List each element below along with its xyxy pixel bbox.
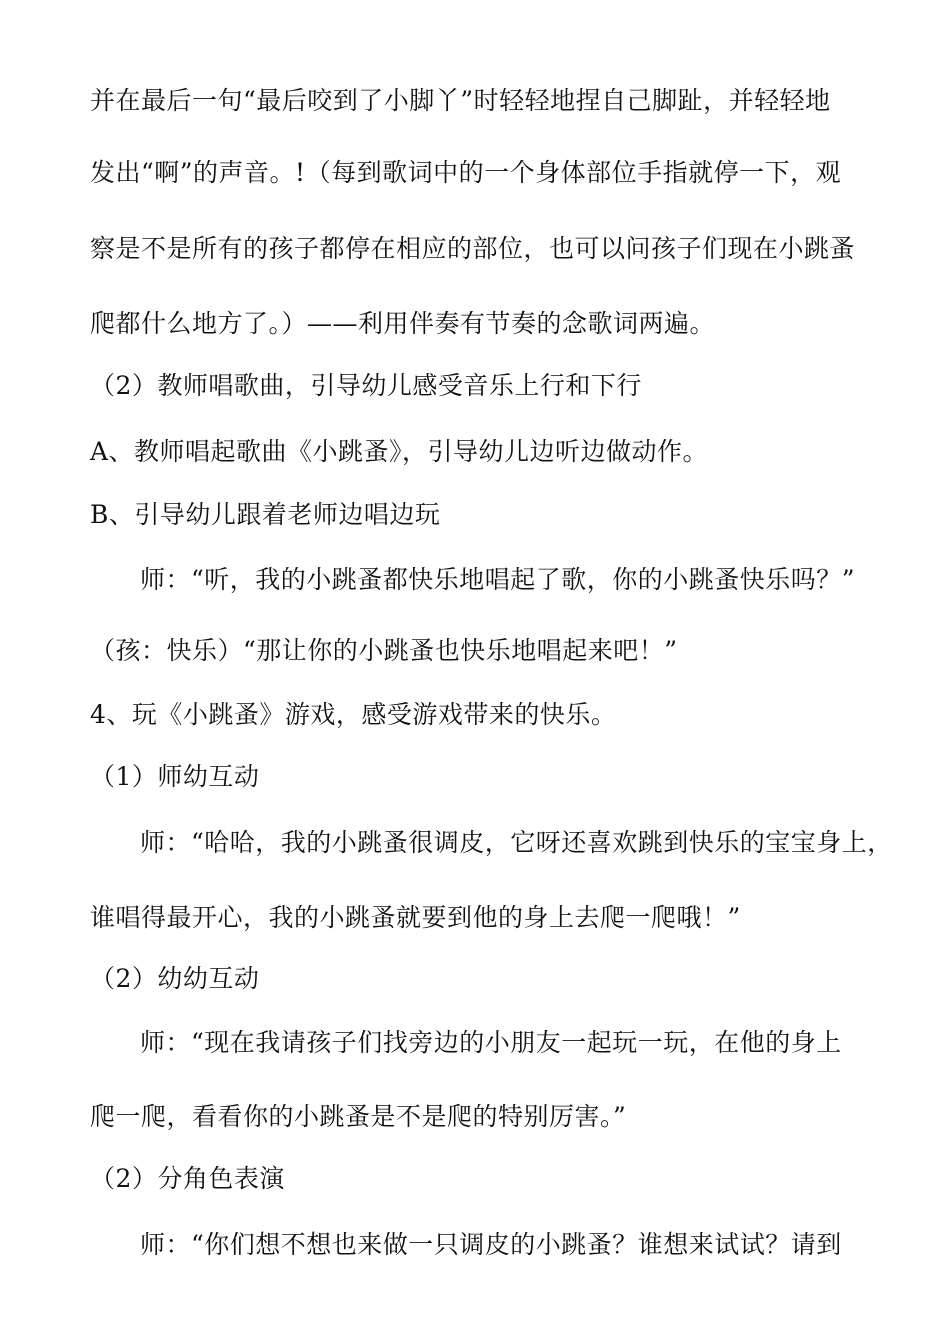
subsection-heading: （1）师幼互动 bbox=[90, 762, 260, 791]
subsection-heading: （2）分角色表演 bbox=[90, 1164, 285, 1193]
section-heading: （2）教师唱歌曲，引导幼儿感受音乐上行和下行 bbox=[90, 371, 642, 400]
paragraph-line: B、引导幼儿跟着老师边唱边玩 bbox=[90, 500, 441, 529]
paragraph-line: A、教师唱起歌曲《小跳蚤》，引导幼儿边听边做动作。 bbox=[90, 437, 709, 466]
dialogue-line: 师：“现在我请孩子们找旁边的小朋友一起玩一玩，在他的身上 bbox=[140, 1028, 842, 1057]
dialogue-line: 师：“听，我的小跳蚤都快乐地唱起了歌，你的小跳蚤快乐吗？” bbox=[140, 565, 856, 594]
paragraph-line: 发出“啊”的声音。!（每到歌词中的一个身体部位手指就停一下，观 bbox=[90, 158, 842, 187]
section-heading: 4、玩《小跳蚤》游戏，感受游戏带来的快乐。 bbox=[90, 700, 617, 729]
dialogue-line: （孩：快乐）“那让你的小跳蚤也快乐地唱起来吧！” bbox=[90, 636, 678, 665]
dialogue-line: 师：“你们想不想也来做一只调皮的小跳蚤？谁想来试试？请到 bbox=[140, 1230, 842, 1259]
dialogue-line: 谁唱得最开心，我的小跳蚤就要到他的身上去爬一爬哦！” bbox=[90, 903, 741, 932]
paragraph-line: 并在最后一句“最后咬到了小脚丫”时轻轻地捏自己脚趾，并轻轻地 bbox=[90, 86, 831, 115]
dialogue-line: 爬一爬，看看你的小跳蚤是不是爬的特别厉害。” bbox=[90, 1102, 627, 1131]
paragraph-line: 爬都什么地方了。）——利用伴奏有节奏的念歌词两遍。 bbox=[90, 309, 716, 338]
dialogue-line: 师：“哈哈，我的小跳蚤很调皮，它呀还喜欢跳到快乐的宝宝身上， bbox=[140, 828, 893, 857]
subsection-heading: （2）幼幼互动 bbox=[90, 964, 260, 993]
paragraph-line: 察是不是所有的孩子都停在相应的部位，也可以问孩子们现在小跳蚤 bbox=[90, 234, 856, 263]
